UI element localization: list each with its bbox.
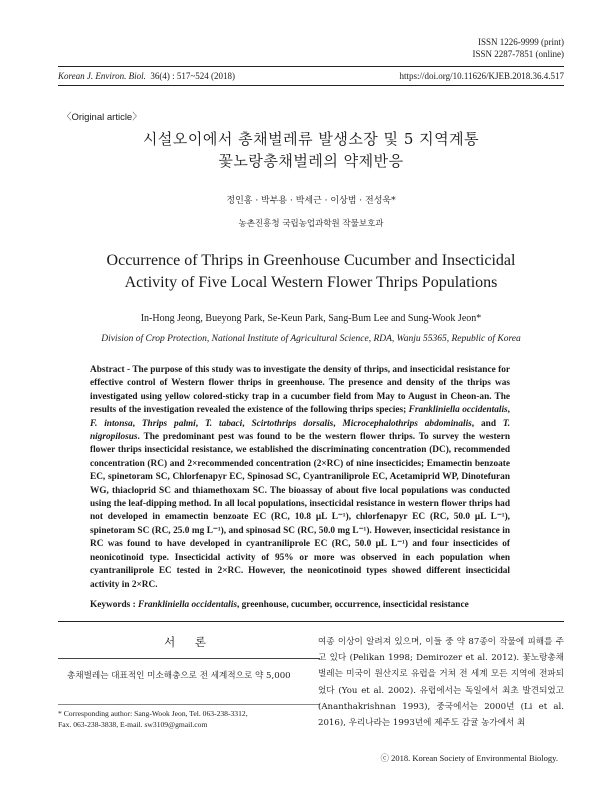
species-1: Frankliniella occidentalis <box>408 405 508 416</box>
english-title <box>58 250 564 294</box>
abstract-text-2: . The predominant pest was found to be the western flower thrips. To survey the western flower thrips insecticidal resistance, we established the discriminating concentration (DC), recommended concentration (RC) and 2×recommended concentration (2×RC) of nine insecticides; Emamectin benzoate EC, spinetoram SC, Chlorfenapyr EC, Spinosad SC, Cyantraniliprole EC, Acetamiprid WP, Dinotefuran WG, thiacloprid SC and thiamethoxam SC. The bioassay of about five local populations was conducted using the leaf-dipping method. In all local populations, insecticidal resistance in western flower thrips had not developed in emamectin benzoate EC (RC, 10.8 μL L⁻¹), chlorfenapyr EC (RC, 50.0 μL L⁻¹), spinetoram SC (RC, 25.0 mg L⁻¹), and spinosad SC (RC, 50.0 mg L⁻¹). However, insecticidal resistance in RC was found to have developed in cyantraniliprole EC (RC, 50.0 μL L⁻¹) and four insecticides of neonicotinoid type. Insecticidal activity of 95% or more was observed in each population when cyantraniliprole EC tested in 2×RC. However, the neonicotinoid types showed different insecticidal activity in 2×RC. <box>90 432 510 590</box>
english-title-line-2: Activity of Five Local Western Flower Thrips Populations <box>124 274 498 291</box>
english-affiliation: Division of Crop Protection, National Institute of Agricultural Science, RDA, Wanju 55365, Republic of Korea <box>101 334 521 344</box>
issn-print: ISSN 1226-9999 (print) <box>478 37 564 47</box>
copyright-notice: ⓒ 2018. Korean Society of Environmental Biology. <box>380 753 558 763</box>
keywords <box>90 600 530 610</box>
issn-block <box>473 36 565 60</box>
journal-volume: 36(4) : 517~524 (2018) <box>150 71 235 81</box>
abstract-text-1: - The purpose of this study was to investigate the density of thrips, and insecticidal resistance for effective control of Western flower thrips in greenhouse. The presence and density of the thrips was investigated using yellow colored-sticky trap in a cucumber field from May to August in Cheon-an. The results of the investigation revealed the existence of the following thrips species; <box>90 365 510 416</box>
intro-text-right: 여종 이상이 알려져 있으며, 이들 중 약 87종이 작물에 피해를 주고 있다 (Pelikan 1998; Demirozer et al. 2012). 꽃노랑총채벌레는 미국이 원산지로 유럽을 거쳐 전 세계 모든 지역에 전파되었다 (You et al. 2002). 유럽에서는 독일에서 최초 발견되었고 (Ananthakrishnan 1993), 중국에서는 2000년 (Li et al. 2016), 우리나라는 1993년에 제주도 감귤 농가에서 최 <box>318 637 564 729</box>
abstract-label: Abstract <box>90 365 125 375</box>
issn-online: ISSN 2287-7851 (online) <box>472 49 564 59</box>
species-2: F. intonsa <box>90 418 133 429</box>
species-3: Thrips palmi <box>141 418 196 429</box>
english-title-line-1: Occurrence of Thrips in Greenhouse Cucumber and Insecticidal <box>106 252 516 269</box>
species-5: Scirtothrips dorsalis <box>251 418 334 429</box>
journal-citation <box>58 71 235 81</box>
keywords-rest: , greenhouse, cucumber, occurrence, insecticidal resistance <box>236 600 469 610</box>
species-7: T. nigropilosus <box>90 418 511 443</box>
korean-affiliation: 농촌진흥청 국립농업과학원 작물보호과 <box>238 219 384 229</box>
species-4: T. tabaci <box>204 418 243 429</box>
korean-authors: 정인홍 · 박부용 · 박세근 · 이상범 · 전성욱* <box>226 196 396 206</box>
doi-link[interactable]: https://doi.org/10.11626/KJEB.2018.36.4.517 <box>399 71 564 81</box>
journal-name: Korean J. Environ. Biol. <box>58 71 146 81</box>
species-6: Microcephalothrips abdominalis <box>342 418 472 429</box>
intro-text-left: 총채벌레는 대표적인 미소해충으로 전 세계적으로 약 5,000 <box>67 671 291 681</box>
keyword-first: Frankliniella occidentalis <box>138 600 237 610</box>
corresponding-author-footnote <box>58 704 320 730</box>
footnote-line-2: Fax. 063-238-3838, E-mail. sw3109@gmail.com <box>58 719 208 729</box>
korean-title <box>58 128 564 172</box>
article-type: 〈Original article〉 <box>62 112 142 123</box>
korean-title-line-2: 꽃노랑총채벌레의 약제반응 <box>218 152 404 170</box>
korean-title-line-1: 시설오이에서 총채벌레류 발생소장 및 5 지역계통 <box>142 130 480 148</box>
footnote-line-1: * Corresponding author: Sang-Wook Jeon, Tel. 063-238-3312, <box>58 709 248 718</box>
section-title: 서 론 <box>58 634 320 659</box>
section-divider <box>58 621 564 622</box>
abstract: Abstract - The purpose of this study was to investigate the density of thrips, and insecticidal resistance for effective control of Western flower thrips in greenhouse. The presence and density of the thrips was investigated using yellow colored-sticky trap in a cucumber field from May to August in Cheon-an. The results of the investigation revealed the existence of the following thrips species; Frankliniella occidentalis, F. intonsa, Thrips palmi, T. tabaci, Scirtothrips dorsalis, Microcephalothrips abdominalis, and T. nigropilosus. The predominant pest was found to be the western flower thrips. To survey the western flower thrips insecticidal resistance, we established the discriminating concentration (DC), recommended concentration (RC) and 2×recommended concentration (2×RC) of nine insecticides; Emamectin benzoate EC, spinetoram SC, Chlorfenapyr EC, Spinosad SC, Cyantraniliprole EC, Acetamiprid WP, Dinotefuran WG, thiacloprid SC and thiamethoxam SC. The bioassay of about five local populations was conducted using the leaf-dipping method. In all local populations, insecticidal resistance in western flower thrips had not developed in emamectin benzoate EC (RC, 10.8 μL L⁻¹), chlorfenapyr EC (RC, 50.0 μL L⁻¹), spinetoram SC (RC, 25.0 mg L⁻¹), and spinosad SC (RC, 50.0 mg L⁻¹). However, insecticidal resistance in RC was found to have developed in cyantraniliprole EC (RC, 50.0 μL L⁻¹) and four insecticides of neonicotinoid type. Insecticidal activity of 95% or more was observed in each population when cyantraniliprole EC tested in 2×RC. However, the neonicotinoid types showed different insecticidal activity in 2×RC. <box>90 365 511 590</box>
keywords-label: Keywords : <box>90 600 139 610</box>
journal-header <box>58 66 564 86</box>
left-column <box>58 634 320 683</box>
english-authors: In-Hong Jeong, Bueyong Park, Se-Keun Park, Sang-Bum Lee and Sung-Wook Jeon* <box>140 313 482 324</box>
